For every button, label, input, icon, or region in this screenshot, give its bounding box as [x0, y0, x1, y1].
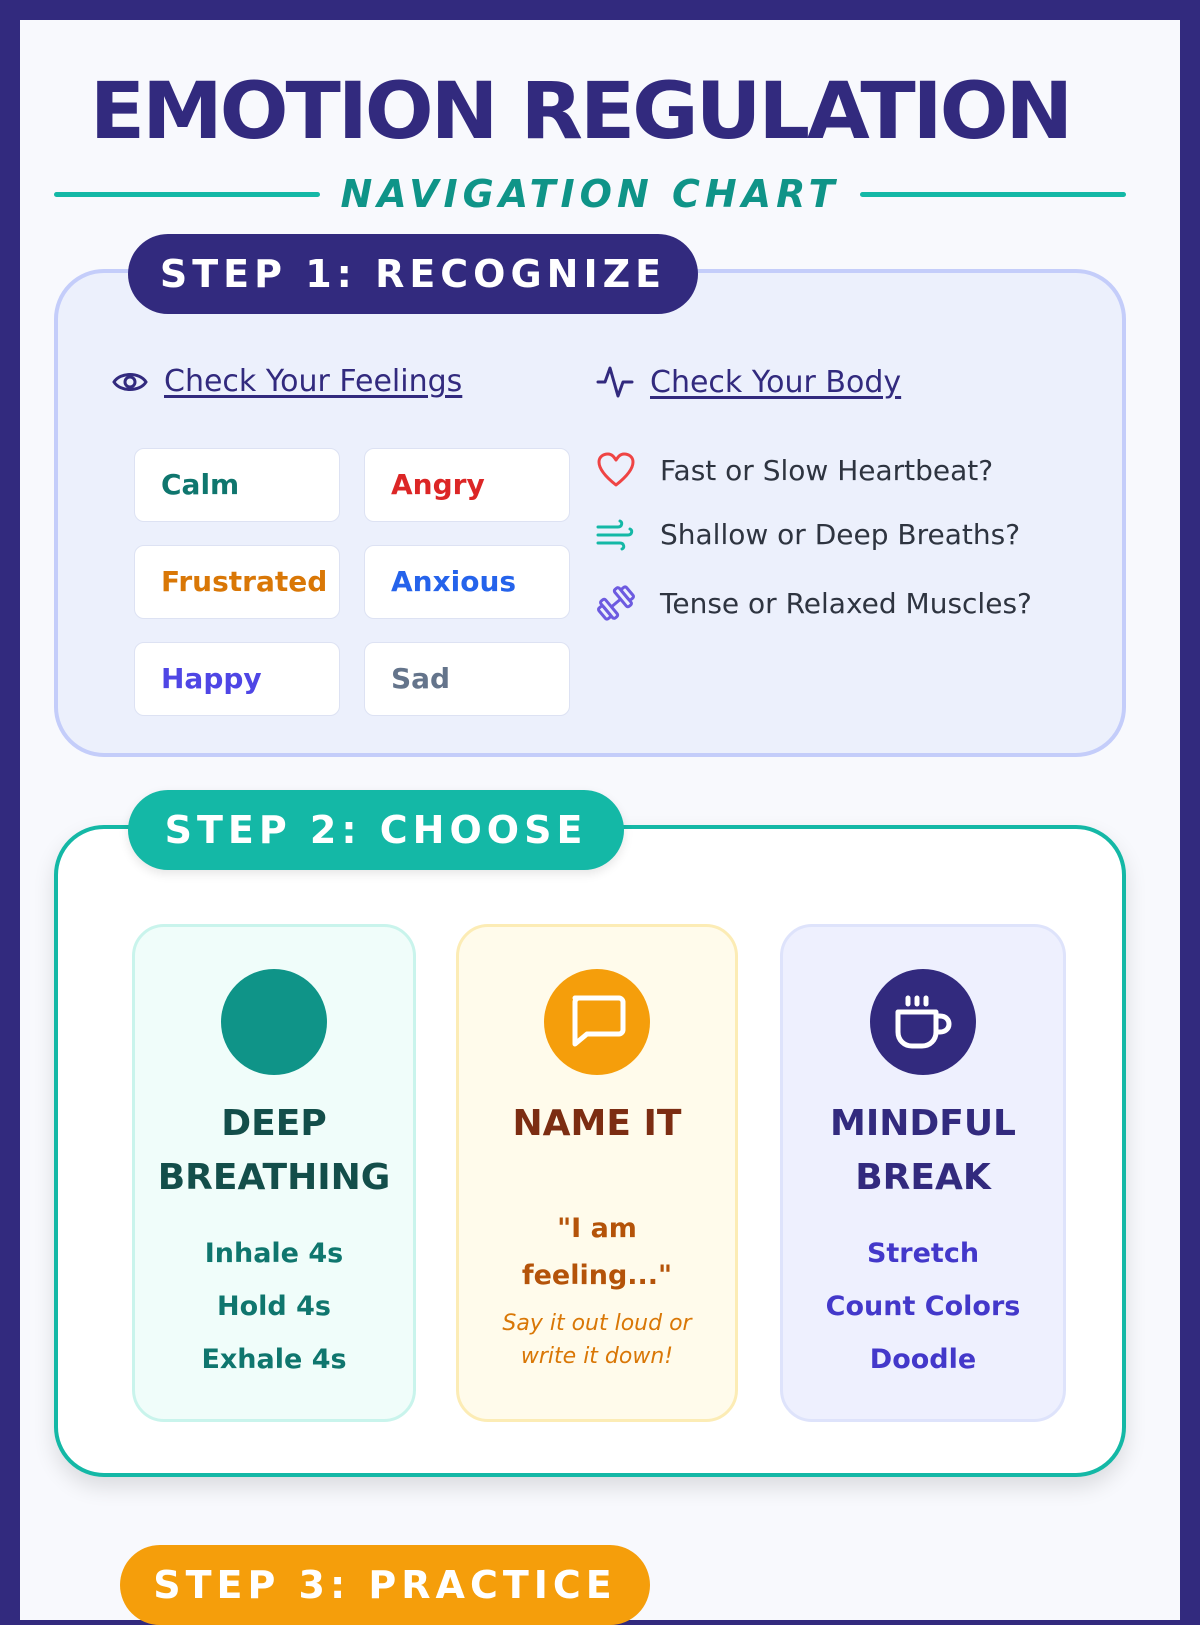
coffee-icon — [892, 994, 954, 1050]
list-item: Count Colors — [825, 1291, 1021, 1322]
step3-label: STEP 3: PRACTICE — [120, 1545, 650, 1625]
card-mindful-break-steps — [783, 1227, 1063, 1386]
body-item-heartbeat-text: Fast or Slow Heartbeat? — [660, 453, 994, 487]
body-item-muscles — [596, 584, 1032, 622]
page-subtitle: NAVIGATION CHART — [340, 172, 840, 216]
card-mindful-break-title — [783, 1097, 1063, 1205]
note-line: write it down! — [520, 1344, 674, 1369]
body-heading[interactable] — [596, 364, 901, 400]
step2-label: STEP 2: CHOOSE — [128, 790, 624, 870]
feelings-heading-text: Check Your Feelings — [164, 364, 463, 399]
subtitle-row — [54, 172, 1126, 216]
list-item: Inhale 4s — [204, 1238, 344, 1269]
body-item-muscles-text: Tense or Relaxed Muscles? — [660, 586, 1032, 620]
eye-icon — [112, 368, 148, 396]
dumbbell-icon — [596, 584, 636, 622]
card-mindful-break[interactable] — [780, 924, 1066, 1422]
quote-line: feeling..." — [521, 1260, 673, 1291]
list-item: Stretch — [866, 1238, 980, 1269]
body-item-heartbeat — [596, 452, 993, 488]
body-item-breaths-text: Shallow or Deep Breaths? — [660, 518, 1021, 551]
coffee-icon-circle — [870, 969, 976, 1075]
card-name-it-quote — [459, 1205, 735, 1299]
step1-label: STEP 1: RECOGNIZE — [128, 234, 698, 314]
card-name-it[interactable] — [456, 924, 738, 1422]
feeling-chip-calm[interactable]: Calm — [134, 448, 340, 522]
card-title-line: BREATHING — [157, 1157, 391, 1198]
body-heading-text: Check Your Body — [650, 364, 902, 400]
card-title-line: MINDFUL — [830, 1103, 1016, 1144]
card-deep-breathing[interactable] — [132, 924, 416, 1422]
note-line: Say it out loud or — [502, 1311, 692, 1336]
chat-icon — [567, 994, 627, 1050]
heart-icon — [596, 452, 636, 488]
feeling-chip-happy[interactable]: Happy — [134, 642, 340, 716]
pulse-icon — [596, 364, 634, 400]
list-item: Exhale 4s — [201, 1344, 347, 1375]
quote-line: "I am — [557, 1213, 637, 1244]
list-item: Hold 4s — [217, 1291, 331, 1322]
wind-icon — [596, 519, 636, 551]
card-title-line: DEEP — [221, 1103, 327, 1144]
chat-icon-circle — [544, 969, 650, 1075]
feeling-chip-angry[interactable]: Angry — [364, 448, 570, 522]
card-title-line: BREAK — [855, 1157, 991, 1198]
feeling-chip-frustrated[interactable]: Frustrated — [134, 545, 340, 619]
card-name-it-note — [459, 1307, 735, 1373]
breathing-circle-icon — [221, 969, 327, 1075]
feeling-chip-anxious[interactable]: Anxious — [364, 545, 570, 619]
feeling-chip-sad[interactable]: Sad — [364, 642, 570, 716]
page-title: EMOTION REGULATION — [89, 67, 1071, 157]
list-item: Doodle — [869, 1344, 977, 1375]
feelings-heading[interactable] — [112, 364, 462, 399]
card-name-it-title: NAME IT — [512, 1103, 682, 1144]
card-deep-breathing-title — [135, 1097, 413, 1205]
card-deep-breathing-steps — [135, 1227, 413, 1386]
body-item-breaths — [596, 518, 1020, 551]
